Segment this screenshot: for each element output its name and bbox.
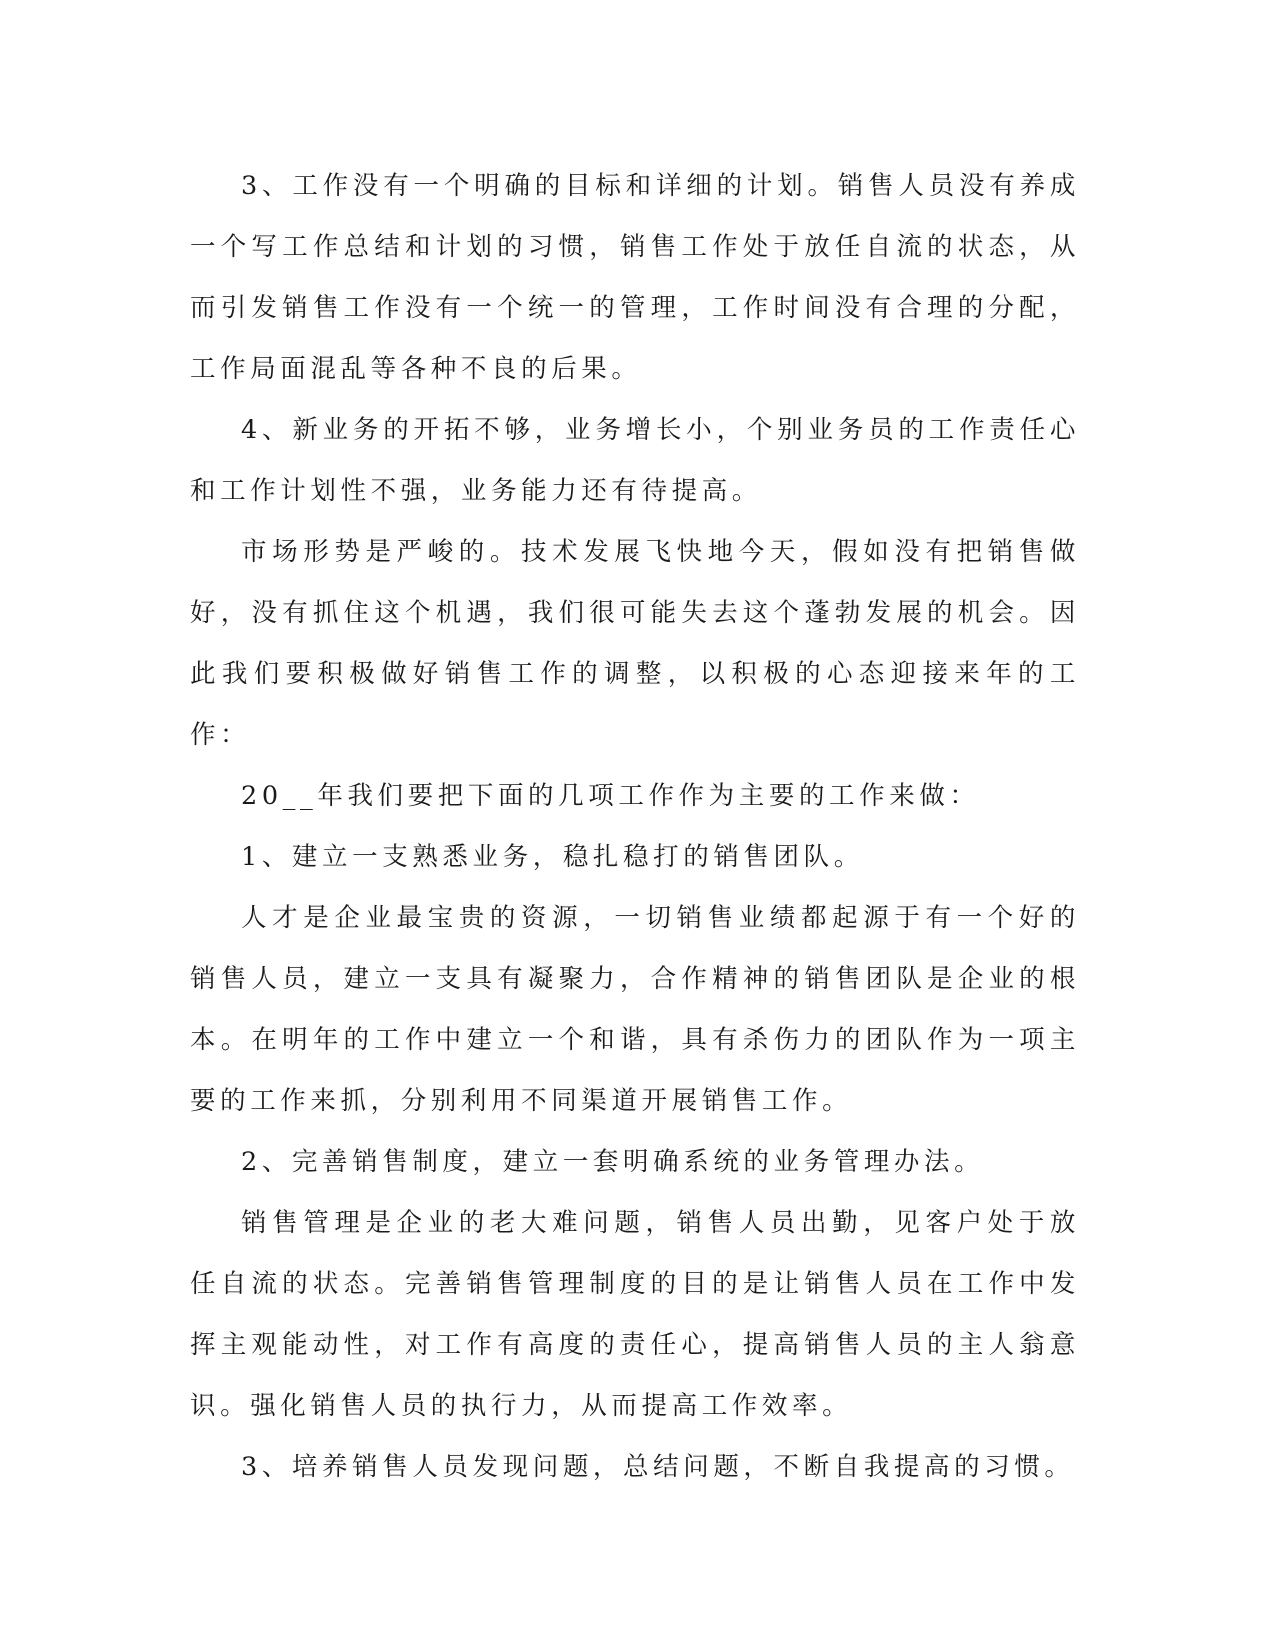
paragraph-plan-2-heading: 2、完善销售制度，建立一套明确系统的业务管理办法。 [241,1147,985,1177]
paragraph-problem-4: 4、新业务的开拓不够，业务增长小，个别业务员的工作责任心和工作计划性不强，业务能力还有待提高。 [190,415,1080,506]
paragraph-plan-2-body: 销售管理是企业的老大难问题，销售人员出勤，见客户处于放任自流的状态。完善销售管理制度的目的是让销售人员在工作中发挥主观能动性，对工作有高度的责任心，提高销售人员的主人翁意识。强化销售人员的执行力，从而提高工作效率。 [190,1208,1080,1421]
paragraph-market-situation: 市场形势是严峻的。技术发展飞快地今天，假如没有把销售做好，没有抓住这个机遇，我们很可能失去这个蓬勃发展的机会。因此我们要积极做好销售工作的调整，以积极的心态迎接来年的工作： [190,537,1080,750]
document-body [190,156,1080,1498]
paragraph-problem-3: 3、工作没有一个明确的目标和详细的计划。销售人员没有养成一个写工作总结和计划的习惯，销售工作处于放任自流的状态，从而引发销售工作没有一个统一的管理，工作时间没有合理的分配，工作局面混乱等各种不良的后果。 [190,171,1080,384]
paragraph-plan-1-body: 人才是企业最宝贵的资源，一切销售业绩都起源于有一个好的销售人员，建立一支具有凝聚力，合作精神的销售团队是企业的根本。在明年的工作中建立一个和谐，具有杀伤力的团队作为一项主要的工作来抓，分别利用不同渠道开展销售工作。 [190,903,1080,1116]
paragraph-plan-1-heading: 1、建立一支熟悉业务，稳扎稳打的销售团队。 [241,842,864,872]
paragraph-plan-intro: 20__年我们要把下面的几项工作作为主要的工作来做： [241,781,980,811]
paragraph-plan-3-heading: 3、培养销售人员发现问题，总结问题，不断自我提高的习惯。 [241,1452,1075,1482]
